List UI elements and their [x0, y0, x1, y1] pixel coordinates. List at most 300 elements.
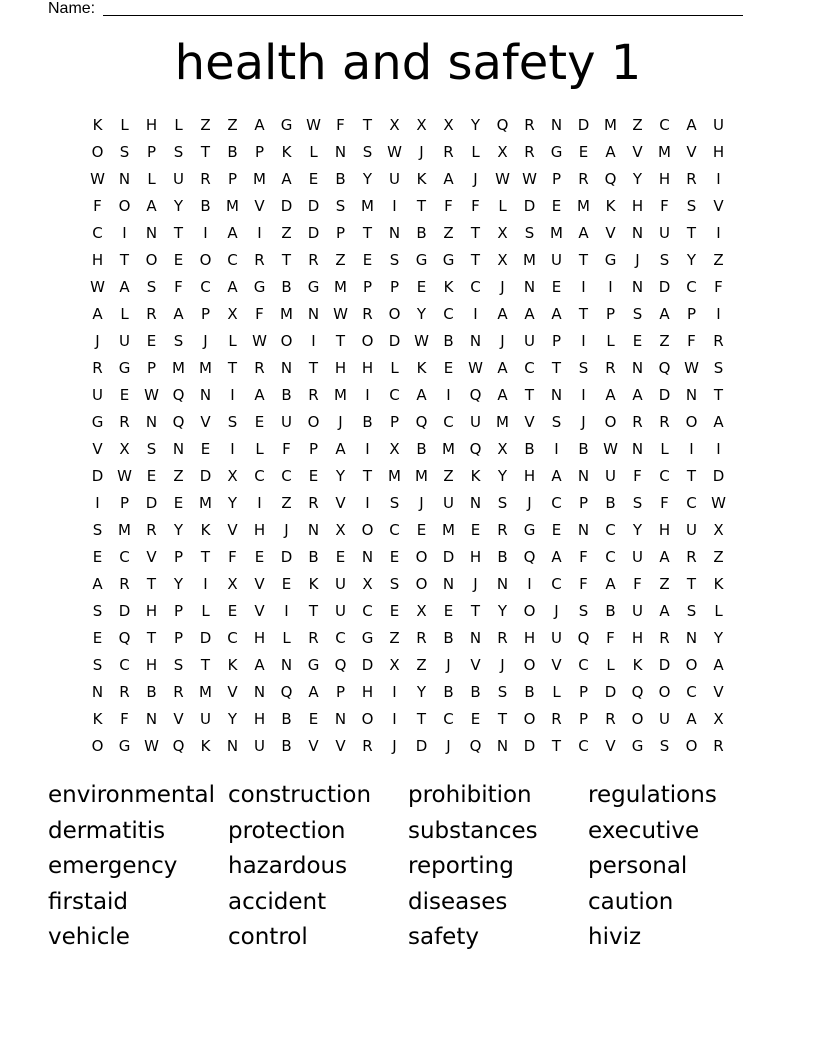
grid-cell: D: [658, 386, 671, 404]
grid-cell: V: [146, 548, 157, 566]
grid-cell: C: [524, 359, 535, 377]
grid-cell: W: [495, 170, 510, 188]
grid-cell: R: [605, 710, 616, 728]
grid-cell: G: [550, 143, 563, 161]
name-label: Name:: [48, 0, 96, 17]
grid-cell: C: [605, 548, 616, 566]
grid-cell: U: [443, 494, 454, 512]
grid-cell: L: [606, 656, 615, 674]
grid-cell: S: [497, 683, 508, 701]
grid-cell: R: [119, 683, 130, 701]
grid-cell: V: [200, 413, 211, 431]
grid-cell: C: [578, 737, 589, 755]
grid-cell: D: [307, 224, 320, 242]
grid-cell: B: [524, 683, 535, 701]
grid-cell: M: [361, 197, 374, 215]
grid-cell: C: [335, 629, 346, 647]
grid-cell: S: [686, 197, 697, 215]
word-bank-item: construction: [228, 782, 372, 808]
grid-cell: X: [497, 143, 508, 161]
grid-cell: Z: [713, 251, 724, 269]
grid-cell: F: [633, 575, 642, 593]
word-bank-item: executive: [588, 817, 700, 844]
grid-cell: J: [473, 170, 478, 188]
grid-cell: S: [686, 602, 697, 620]
grid-cell: A: [92, 305, 103, 323]
grid-cell: S: [119, 143, 130, 161]
grid-cell: M: [496, 413, 509, 431]
grid-cell: O: [523, 710, 536, 728]
grid-cell: T: [308, 359, 319, 377]
grid-cell: M: [199, 494, 212, 512]
grid-cell: E: [551, 521, 562, 539]
grid-cell: P: [173, 548, 184, 566]
grid-cell: K: [605, 197, 616, 215]
grid-cell: G: [415, 251, 428, 269]
grid-cell: N: [550, 386, 563, 404]
grid-cell: I: [392, 683, 397, 701]
grid-cell: O: [91, 737, 104, 755]
grid-cell: D: [280, 548, 293, 566]
grid-cell: F: [228, 548, 237, 566]
word-bank-item: reporting: [408, 853, 514, 879]
grid-cell: Z: [632, 116, 643, 134]
grid-cell: R: [659, 413, 670, 431]
grid-cell: N: [334, 710, 347, 728]
grid-cell: P: [389, 413, 400, 431]
grid-cell: A: [497, 305, 508, 323]
grid-cell: L: [498, 197, 507, 215]
grid-row: [84, 274, 732, 301]
grid-cell: R: [254, 251, 265, 269]
grid-cell: A: [254, 116, 265, 134]
grid-cell: F: [579, 575, 588, 593]
grid-cell: R: [200, 170, 211, 188]
grid-cell: X: [497, 440, 508, 458]
grid-cell: M: [118, 521, 131, 539]
grid-cell: M: [442, 521, 455, 539]
grid-cell: P: [173, 602, 184, 620]
grid-cell: N: [631, 359, 644, 377]
grid-cell: C: [119, 548, 130, 566]
grid-cell: T: [200, 143, 211, 161]
grid-cell: B: [443, 683, 454, 701]
grid-cell: P: [146, 143, 157, 161]
grid-cell: C: [686, 494, 697, 512]
grid-cell: W: [522, 170, 537, 188]
grid-cell: Y: [227, 710, 238, 728]
grid-cell: C: [200, 278, 211, 296]
grid-row: [84, 625, 732, 652]
grid-cell: W: [711, 494, 726, 512]
grid-cell: U: [605, 467, 616, 485]
grid-cell: R: [578, 170, 589, 188]
word-bank-item: environmental: [48, 782, 215, 808]
grid-cell: I: [203, 575, 208, 593]
grid-cell: B: [443, 629, 454, 647]
grid-cell: H: [334, 359, 347, 377]
grid-cell: H: [145, 116, 158, 134]
grid-cell: B: [362, 413, 373, 431]
grid-cell: R: [551, 710, 562, 728]
grid-cell: V: [686, 143, 697, 161]
grid-cell: H: [631, 197, 644, 215]
grid-cell: C: [578, 656, 589, 674]
grid-cell: C: [659, 116, 670, 134]
grid-cell: H: [91, 251, 104, 269]
grid-cell: I: [716, 305, 721, 323]
grid-cell: U: [632, 602, 643, 620]
grid-cell: P: [551, 170, 562, 188]
grid-cell: J: [554, 602, 559, 620]
grid-cell: J: [284, 521, 289, 539]
grid-cell: W: [306, 116, 321, 134]
grid-cell: S: [578, 359, 589, 377]
grid-cell: R: [686, 170, 697, 188]
grid-cell: D: [658, 656, 671, 674]
grid-cell: S: [146, 278, 157, 296]
grid-cell: O: [388, 305, 401, 323]
grid-cell: E: [470, 710, 481, 728]
grid-cell: J: [419, 143, 424, 161]
grid-cell: C: [227, 251, 238, 269]
grid-cell: G: [118, 359, 131, 377]
grid-cell: X: [443, 116, 454, 134]
grid-cell: E: [443, 359, 454, 377]
grid-cell: F: [687, 332, 696, 350]
grid-cell: B: [200, 197, 211, 215]
grid-cell: K: [92, 116, 103, 134]
grid-cell: D: [307, 197, 320, 215]
grid-cell: I: [716, 224, 721, 242]
grid-cell: N: [388, 224, 401, 242]
grid-cell: K: [470, 467, 481, 485]
grid-cell: P: [335, 683, 346, 701]
grid-cell: F: [336, 116, 345, 134]
grid-cell: E: [389, 602, 400, 620]
word-bank-item: substances: [408, 817, 538, 844]
grid-cell: N: [685, 386, 698, 404]
grid-cell: C: [551, 575, 562, 593]
grid-cell: R: [119, 413, 130, 431]
grid-cell: V: [173, 710, 184, 728]
word-bank-item: caution: [588, 888, 674, 915]
grid-cell: E: [443, 602, 454, 620]
grid-cell: C: [254, 467, 265, 485]
grid-cell: I: [257, 494, 262, 512]
grid-cell: I: [203, 224, 208, 242]
grid-cell: U: [659, 710, 670, 728]
grid-cell: Q: [604, 170, 617, 188]
grid-cell: H: [145, 656, 158, 674]
name-field[interactable]: [48, 0, 743, 18]
grid-cell: D: [388, 332, 401, 350]
grid-row: [84, 112, 732, 139]
grid-cell: V: [713, 683, 724, 701]
grid-cell: Z: [281, 494, 292, 512]
grid-cell: Z: [416, 656, 427, 674]
grid-cell: C: [389, 521, 400, 539]
grid-row: [84, 598, 732, 625]
grid-row: [84, 706, 732, 733]
grid-cell: N: [685, 629, 698, 647]
grid-cell: D: [523, 197, 536, 215]
grid-cell: F: [120, 710, 129, 728]
grid-row: [84, 517, 732, 544]
grid-cell: K: [443, 278, 454, 296]
grid-cell: R: [362, 737, 373, 755]
grid-cell: R: [92, 359, 103, 377]
grid-cell: G: [523, 521, 536, 539]
grid-cell: T: [362, 116, 373, 134]
grid-cell: W: [117, 467, 132, 485]
grid-cell: B: [497, 548, 508, 566]
word-bank-item: safety: [408, 924, 479, 950]
grid-cell: X: [119, 440, 130, 458]
grid-cell: V: [254, 602, 265, 620]
grid-cell: O: [523, 602, 536, 620]
grid-cell: R: [308, 386, 319, 404]
grid-cell: M: [280, 305, 293, 323]
grid-cell: L: [147, 170, 156, 188]
grid-cell: M: [658, 143, 671, 161]
grid-cell: R: [713, 737, 724, 755]
grid-cell: S: [578, 602, 589, 620]
grid-cell: T: [308, 602, 319, 620]
grid-cell: N: [469, 332, 482, 350]
grid-cell: E: [578, 143, 589, 161]
grid-cell: Z: [659, 332, 670, 350]
grid-cell: N: [199, 386, 212, 404]
grid-cell: Q: [577, 629, 590, 647]
grid-cell: S: [173, 656, 184, 674]
grid-cell: F: [282, 440, 291, 458]
grid-cell: D: [523, 737, 536, 755]
grid-cell: O: [199, 251, 212, 269]
grid-cell: F: [255, 305, 264, 323]
grid-cell: S: [551, 413, 562, 431]
page-title: health and safety 1: [174, 35, 642, 91]
grid-cell: J: [635, 251, 640, 269]
grid-cell: R: [524, 143, 535, 161]
grid-cell: A: [227, 278, 238, 296]
grid-cell: S: [713, 359, 724, 377]
grid-cell: Z: [281, 224, 292, 242]
grid-cell: V: [632, 143, 643, 161]
grid-cell: X: [227, 305, 238, 323]
grid-cell: N: [577, 467, 590, 485]
grid-cell: P: [551, 332, 562, 350]
grid-cell: U: [659, 224, 670, 242]
grid-cell: S: [632, 494, 643, 512]
grid-cell: B: [605, 602, 616, 620]
grid-cell: O: [685, 656, 698, 674]
grid-cell: N: [577, 521, 590, 539]
grid-cell: N: [91, 683, 104, 701]
grid-cell: L: [120, 116, 129, 134]
grid-cell: T: [119, 251, 130, 269]
grid-cell: O: [604, 413, 617, 431]
grid-cell: H: [523, 467, 536, 485]
grid-cell: F: [606, 629, 615, 647]
grid-cell: S: [524, 224, 535, 242]
grid-cell: S: [173, 143, 184, 161]
grid-row: [84, 355, 732, 382]
grid-cell: Y: [470, 116, 481, 134]
grid-cell: T: [146, 629, 157, 647]
grid-cell: J: [338, 413, 343, 431]
grid-cell: R: [497, 521, 508, 539]
grid-cell: P: [173, 629, 184, 647]
grid-cell: G: [307, 278, 320, 296]
grid-cell: A: [524, 305, 535, 323]
grid-cell: T: [524, 386, 535, 404]
grid-cell: A: [227, 224, 238, 242]
grid-cell: J: [473, 575, 478, 593]
grid-cell: G: [361, 629, 374, 647]
grid-cell: A: [605, 386, 616, 404]
grid-cell: A: [659, 602, 670, 620]
grid-cell: W: [414, 332, 429, 350]
grid-cell: N: [631, 224, 644, 242]
grid-cell: P: [578, 494, 589, 512]
grid-cell: X: [227, 467, 238, 485]
grid-cell: Z: [443, 467, 454, 485]
grid-cell: W: [603, 440, 618, 458]
grid-cell: W: [90, 170, 105, 188]
grid-cell: O: [361, 521, 374, 539]
grid-cell: E: [335, 548, 346, 566]
grid-cell: T: [578, 305, 589, 323]
grid-cell: M: [415, 467, 428, 485]
grid-cell: O: [280, 332, 293, 350]
grid-cell: S: [227, 413, 238, 431]
grid-cell: D: [415, 737, 428, 755]
grid-cell: O: [658, 683, 671, 701]
grid-row: [84, 652, 732, 679]
grid-cell: U: [686, 521, 697, 539]
grid-row: [84, 490, 732, 517]
grid-cell: E: [308, 710, 319, 728]
grid-cell: C: [362, 602, 373, 620]
grid-cell: Z: [200, 116, 211, 134]
grid-cell: G: [280, 116, 293, 134]
grid-cell: A: [551, 548, 562, 566]
grid-cell: W: [468, 359, 483, 377]
grid-cell: S: [497, 494, 508, 512]
grid-cell: H: [361, 683, 374, 701]
grid-cell: F: [444, 197, 453, 215]
grid-cell: T: [281, 251, 292, 269]
grid-cell: N: [226, 737, 239, 755]
grid-cell: T: [551, 737, 562, 755]
grid-cell: N: [631, 278, 644, 296]
grid-cell: G: [631, 737, 644, 755]
grid-cell: F: [714, 278, 723, 296]
grid-cell: P: [308, 440, 319, 458]
grid-cell: E: [551, 278, 562, 296]
grid-cell: A: [281, 170, 292, 188]
grid-cell: B: [416, 224, 427, 242]
grid-cell: T: [227, 359, 238, 377]
grid-cell: A: [659, 548, 670, 566]
grid-row: [84, 436, 732, 463]
grid-cell: M: [199, 359, 212, 377]
grid-cell: R: [605, 359, 616, 377]
grid-cell: O: [145, 251, 158, 269]
grid-cell: J: [500, 332, 505, 350]
grid-cell: Y: [173, 575, 184, 593]
grid-cell: E: [470, 521, 481, 539]
word-bank-item: prohibition: [408, 782, 532, 808]
grid-cell: A: [551, 467, 562, 485]
grid-cell: E: [173, 251, 184, 269]
grid-cell: U: [92, 386, 103, 404]
grid-cell: J: [446, 656, 451, 674]
grid-cell: L: [552, 683, 561, 701]
grid-cell: G: [442, 251, 455, 269]
grid-cell: V: [524, 413, 535, 431]
grid-cell: I: [473, 305, 478, 323]
grid-cell: O: [415, 575, 428, 593]
grid-cell: A: [92, 575, 103, 593]
grid-row: [84, 139, 732, 166]
grid-cell: J: [500, 278, 505, 296]
grid-cell: L: [120, 305, 129, 323]
grid-cell: G: [91, 413, 104, 431]
name-line[interactable]: [103, 15, 743, 16]
grid-cell: R: [146, 305, 157, 323]
grid-cell: E: [281, 575, 292, 593]
grid-cell: M: [604, 116, 617, 134]
grid-cell: U: [470, 413, 481, 431]
grid-row: [84, 247, 732, 274]
grid-cell: K: [281, 143, 292, 161]
grid-cell: H: [253, 710, 266, 728]
grid-cell: E: [362, 251, 373, 269]
grid-cell: Y: [497, 467, 508, 485]
grid-cell: F: [660, 494, 669, 512]
grid-cell: L: [471, 143, 480, 161]
grid-cell: V: [335, 737, 346, 755]
grid-cell: C: [686, 683, 697, 701]
grid-cell: J: [581, 413, 586, 431]
grid-cell: A: [605, 575, 616, 593]
grid-cell: Y: [497, 602, 508, 620]
grid-cell: Q: [118, 629, 131, 647]
grid-cell: N: [307, 521, 320, 539]
grid-cell: A: [254, 386, 265, 404]
grid-cell: B: [308, 548, 319, 566]
grid-cell: J: [95, 332, 100, 350]
grid-cell: P: [254, 143, 265, 161]
grid-cell: D: [91, 467, 104, 485]
grid-cell: T: [713, 386, 724, 404]
grid-cell: K: [200, 521, 211, 539]
grid-cell: T: [362, 224, 373, 242]
grid-cell: A: [119, 278, 130, 296]
grid-cell: M: [199, 683, 212, 701]
grid-cell: R: [443, 143, 454, 161]
grid-cell: T: [686, 467, 697, 485]
grid-cell: H: [145, 602, 158, 620]
grid-cell: N: [442, 575, 455, 593]
word-bank-item: personal: [588, 853, 688, 879]
grid-cell: A: [443, 170, 454, 188]
grid-cell: K: [227, 656, 238, 674]
grid-cell: K: [308, 575, 319, 593]
grid-cell: X: [389, 656, 400, 674]
